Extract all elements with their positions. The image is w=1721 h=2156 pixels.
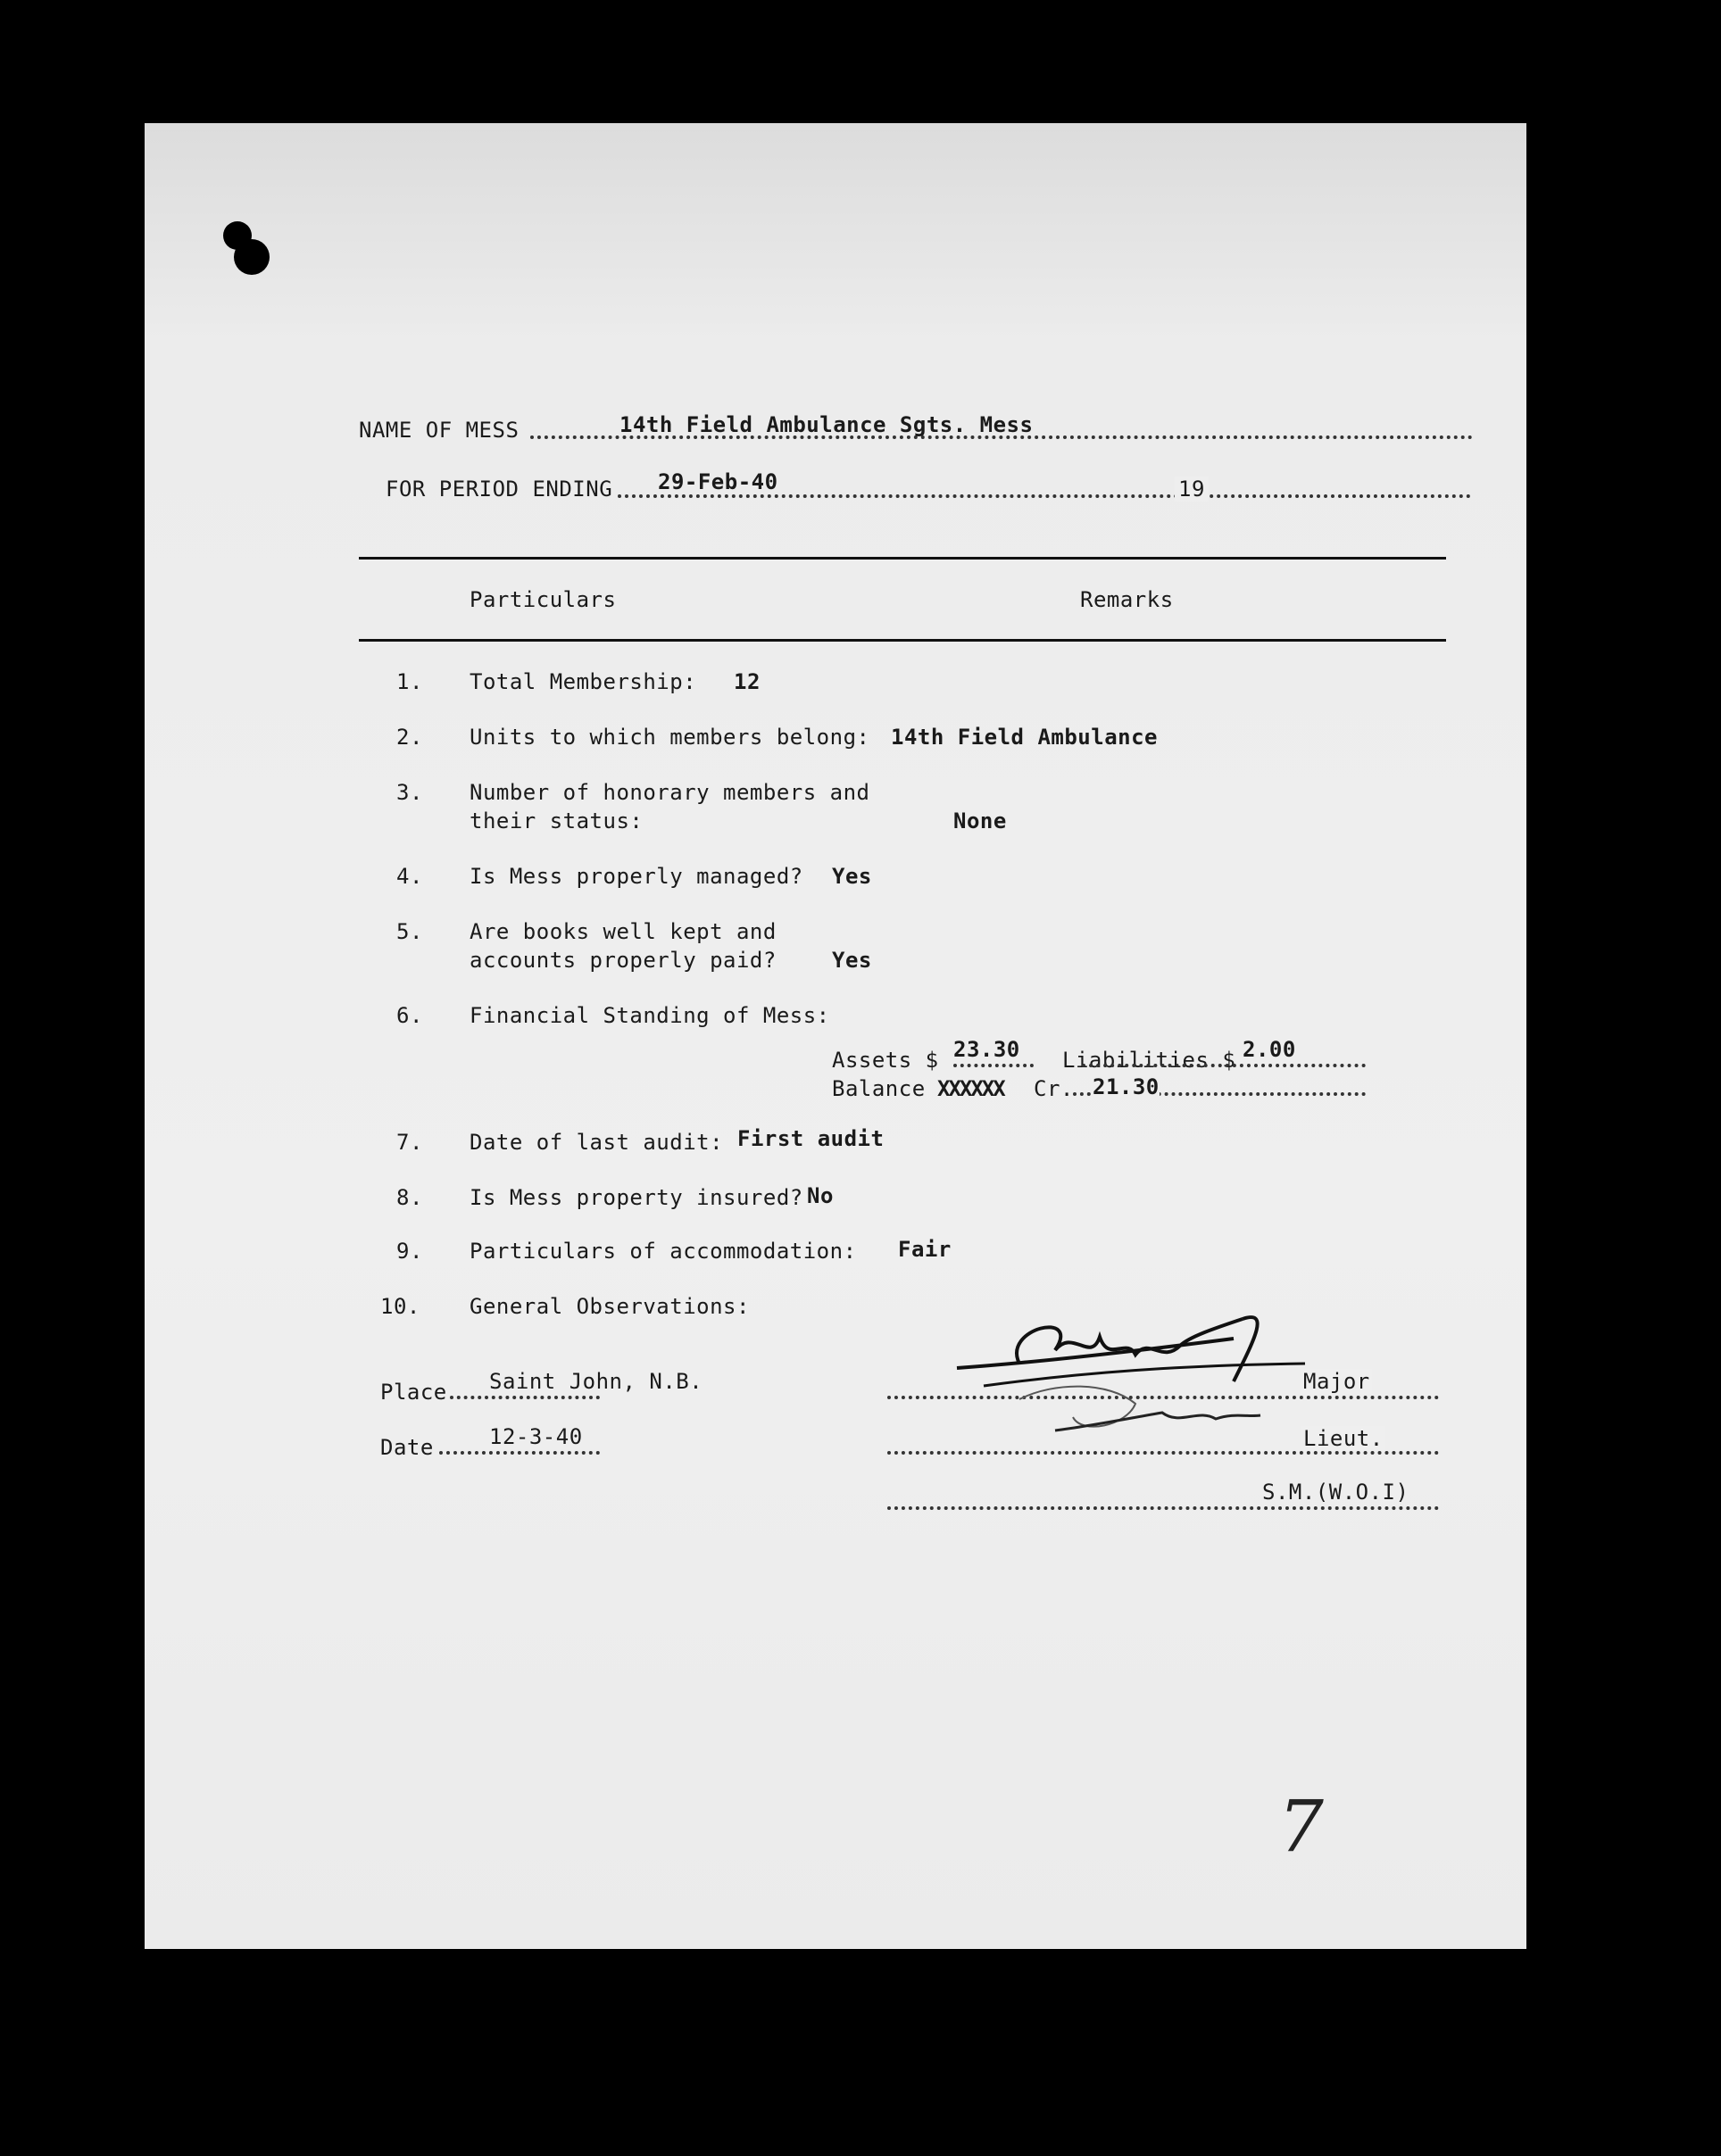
place-label: Place [380,1380,447,1405]
item-number: 2. [396,725,423,750]
item-value: 14th Field Ambulance [891,725,1158,750]
item-label: Particulars of accommodation: [470,1239,857,1264]
assets-leader [953,1064,1034,1067]
period-year-prefix: 19 [1175,477,1209,502]
place-value: Saint John, N.B. [489,1369,703,1394]
remarks-header: Remarks [1080,587,1174,612]
liabilities-label: Liabilities $ [1062,1048,1236,1073]
item-number: 10. [380,1294,420,1319]
item-number: 6. [396,1003,423,1028]
item-value: Yes [832,948,872,973]
item-number: 9. [396,1239,423,1264]
item-label-line1: Are books well kept and [470,919,777,944]
period-ending-value: 29-Feb-40 [658,469,778,494]
item-label-line2: accounts properly paid? [470,948,777,973]
item-label: Date of last audit: [470,1130,724,1155]
top-rule [359,557,1446,560]
sm-signature-line [887,1506,1439,1510]
period-ending-label: FOR PERIOD ENDING [386,477,613,502]
header-bottom-rule [359,639,1446,642]
item-label-line1: Number of honorary members and [470,780,870,805]
date-value: 12-3-40 [489,1424,583,1449]
balance-struck-text: XXXXXX [937,1076,1004,1101]
item-value: No [807,1183,834,1208]
period-ending-leader [618,494,1471,498]
liabilities-leader [1082,1064,1366,1067]
item-label: Total Membership: [470,669,697,694]
document-page [145,123,1526,1949]
item-number: 8. [396,1185,423,1210]
item-label: General Observations: [470,1294,750,1319]
item-label-line2: their status: [470,808,644,833]
lieut-signature [1002,1364,1269,1453]
item-value: 12 [734,669,761,694]
item-number: 1. [396,669,423,694]
rank-lieut: Lieut. [1303,1426,1384,1451]
item-label: Is Mess property insured? [470,1185,803,1210]
item-number: 5. [396,919,423,944]
item-value: First audit [737,1126,885,1151]
item-value: Fair [898,1237,952,1262]
assets-value: 23.30 [953,1037,1020,1062]
balance-value: 21.30 [1093,1074,1160,1099]
balance-label: Balance [832,1076,926,1101]
rank-major: Major [1303,1369,1370,1394]
punch-hole-mark [218,216,275,280]
item-label: Financial Standing of Mess: [470,1003,830,1028]
date-label: Date [380,1435,434,1460]
rank-sm: S.M.(W.O.I) [1262,1480,1409,1505]
place-leader [450,1396,600,1399]
item-value: None [953,808,1007,833]
item-label: Units to which members belong: [470,725,870,750]
item-number: 4. [396,864,423,889]
assets-label: Assets $ [832,1048,939,1073]
item-value: Yes [832,864,872,889]
date-leader [439,1451,600,1455]
particulars-header: Particulars [470,587,617,612]
balance-cr: Cr. [1034,1076,1074,1101]
item-label: Is Mess properly managed? [470,864,803,889]
name-of-mess-label: NAME OF MESS [359,418,520,443]
name-of-mess-value: 14th Field Ambulance Sgts. Mess [619,412,1034,437]
page-mark: 7 [1278,1785,1325,1868]
item-number: 7. [396,1130,423,1155]
liabilities-value: 2.00 [1243,1037,1296,1062]
item-number: 3. [396,780,423,805]
